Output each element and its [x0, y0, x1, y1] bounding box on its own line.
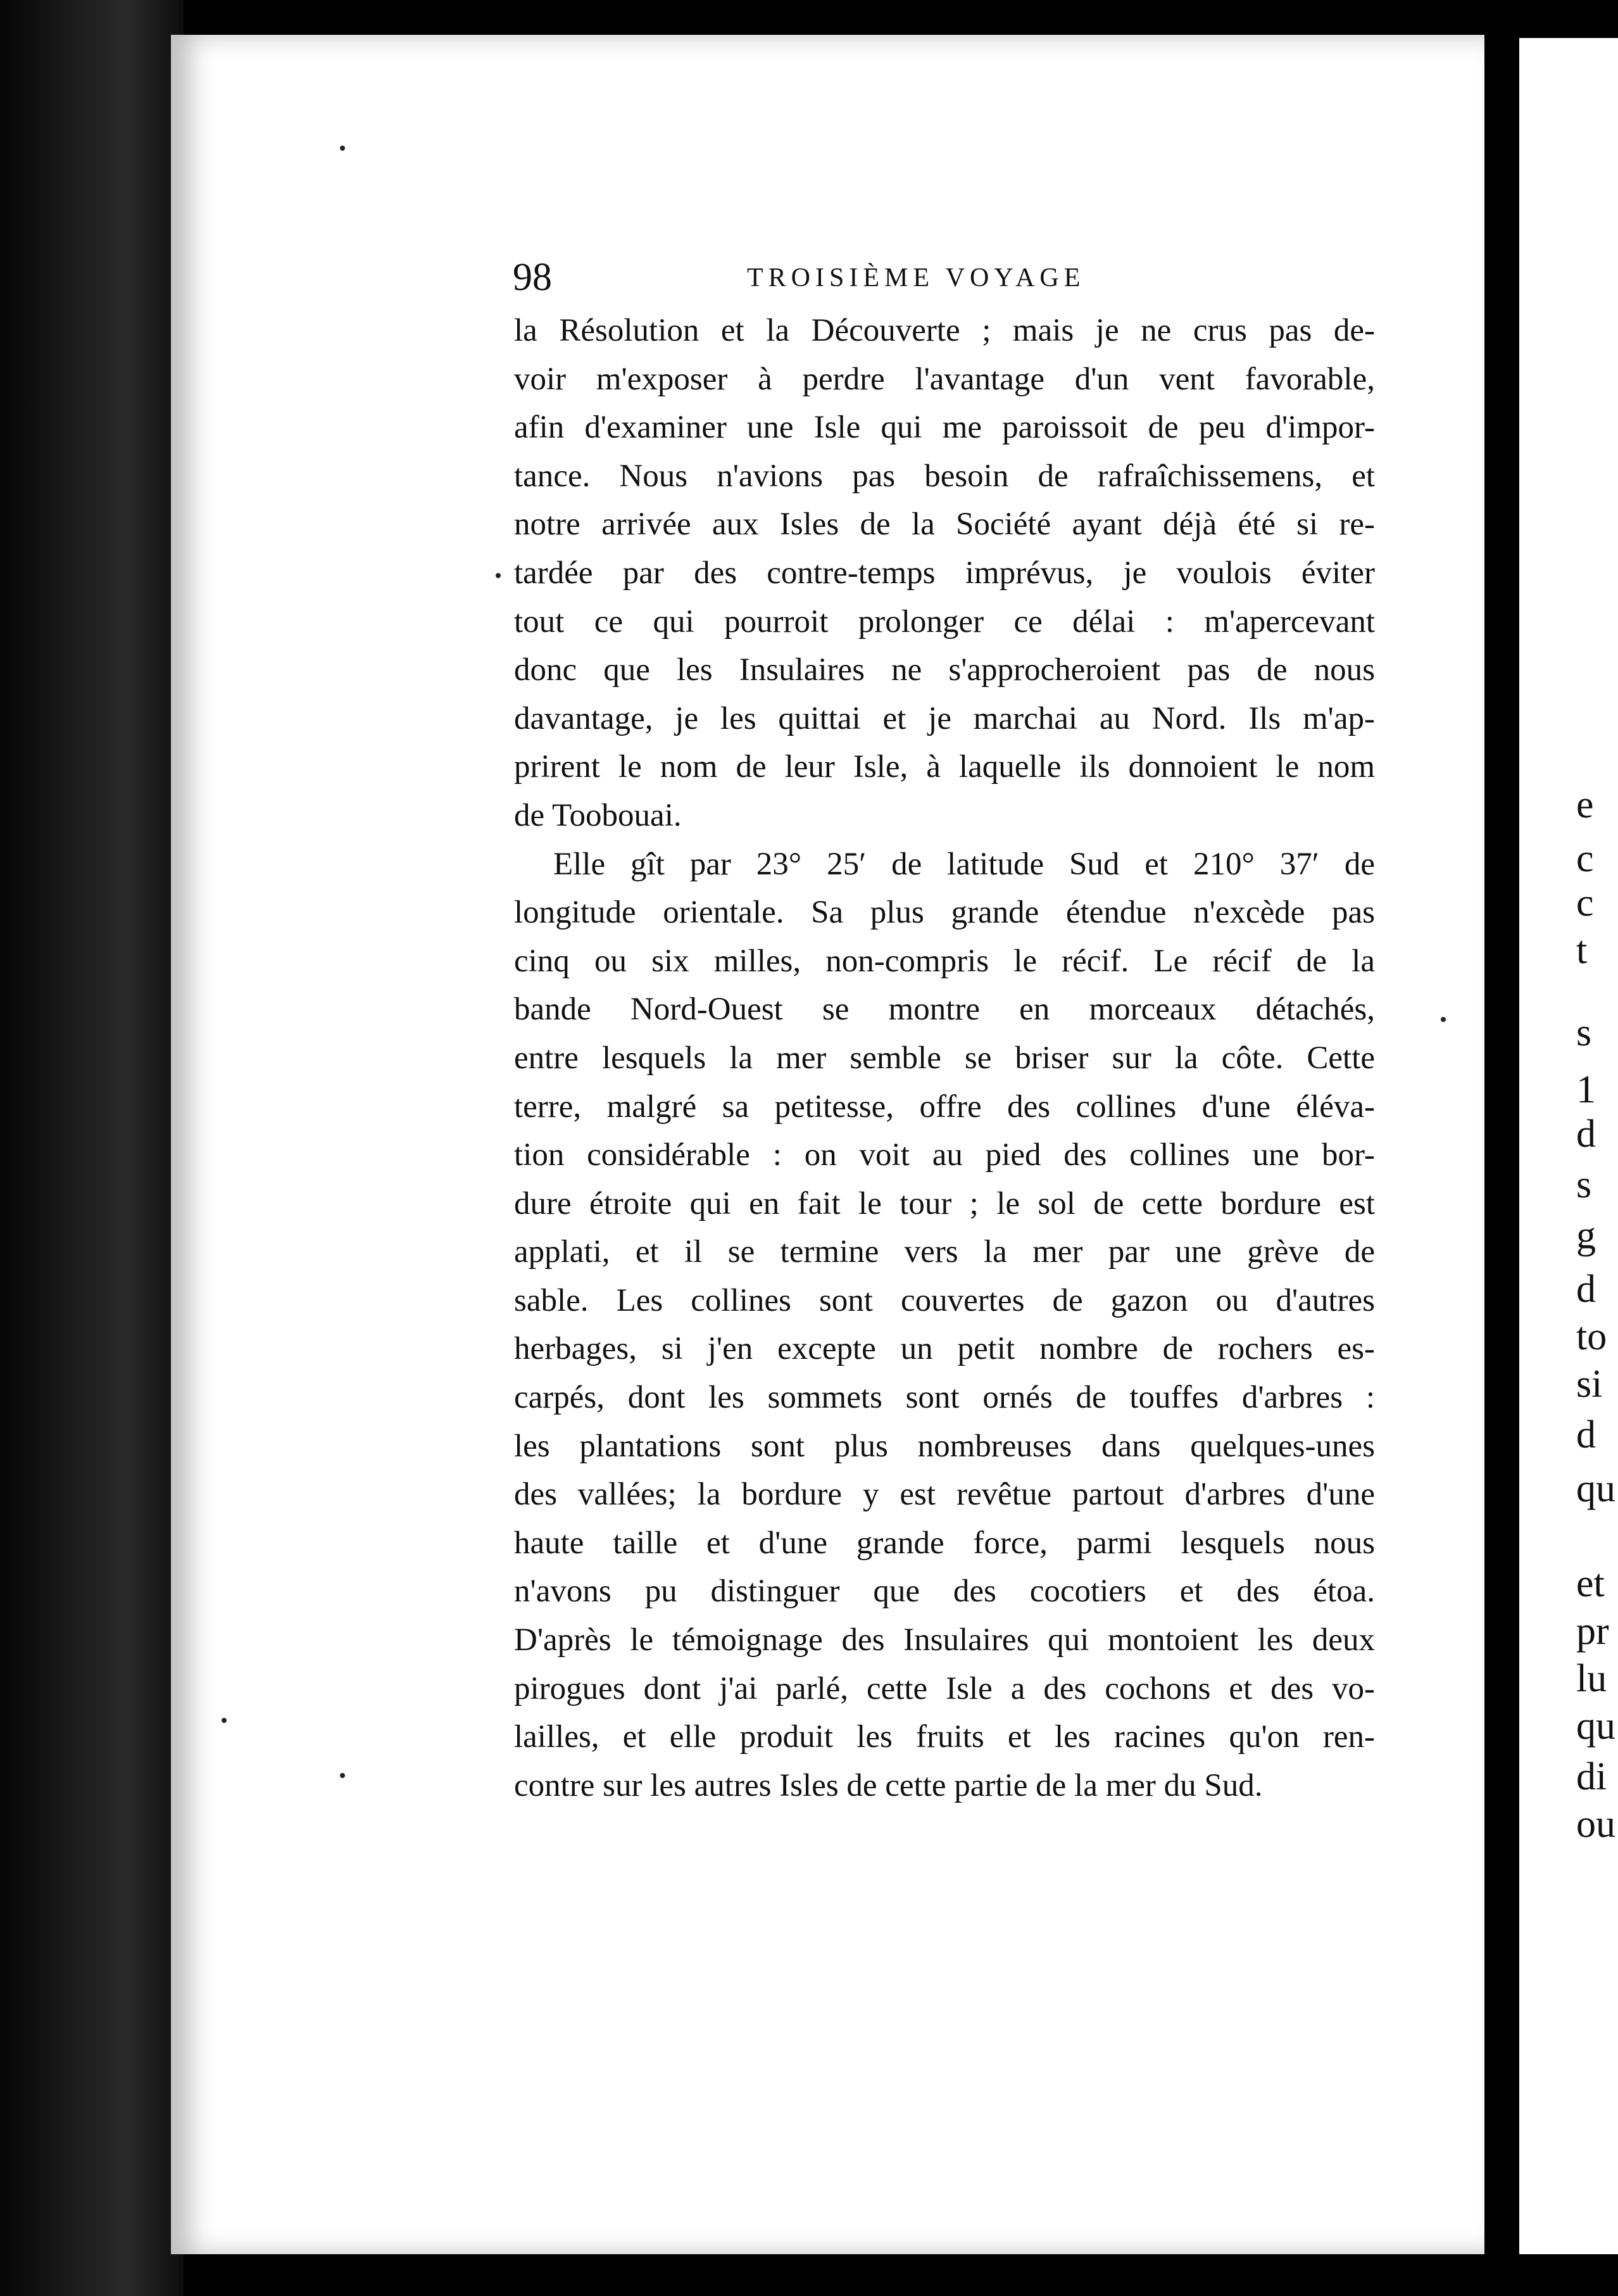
text-line: la Résolution et la Découverte ; mais je ne crus pas de-	[514, 313, 1375, 348]
page-header	[513, 255, 1114, 300]
text-line: prirent le nom de leur Isle, à laquelle ils donnoient le nom	[514, 749, 1375, 785]
facing-page-fragment: c	[1576, 881, 1594, 924]
text-line: applati, et il se termine vers la mer par une grève de	[514, 1234, 1375, 1270]
text-line: bande Nord-Ouest se montre en morceaux détachés,	[514, 992, 1375, 1028]
text-line: haute taille et d'une grande force, parmi lesquels nous	[514, 1525, 1375, 1561]
text-line: entre lesquels la mer semble se briser sur la côte. Cette	[514, 1040, 1375, 1076]
facing-page-fragment: ou	[1576, 1803, 1615, 1846]
text-line: carpés, dont les sommets sont ornés de touffes d'arbres :	[514, 1380, 1375, 1416]
facing-page-fragment: pr	[1576, 1610, 1609, 1653]
text-line: afin d'examiner une Isle qui me paroissoit de peu d'impor-	[514, 410, 1375, 446]
text-line: Elle gît par 23° 25′ de latitude Sud et 210° 37′ de	[553, 846, 1375, 882]
ink-speck	[340, 146, 345, 151]
text-line: sable. Les collines sont couvertes de gazon ou d'autres	[514, 1282, 1375, 1318]
text-line: des vallées; la bordure y est revêtue partout d'arbres d'une	[514, 1477, 1375, 1513]
text-line: lailles, et elle produit les fruits et les racines qu'on ren-	[514, 1719, 1375, 1755]
facing-page-fragment: di	[1576, 1755, 1607, 1798]
text-line: herbages, si j'en excepte un petit nombre de rochers es-	[514, 1331, 1375, 1367]
text-line: D'après le témoignage des Insulaires qui montoient les deux	[514, 1622, 1375, 1658]
text-line: cinq ou six milles, non-compris le récif. Le récif de la	[514, 943, 1375, 979]
page-number: 98	[513, 256, 552, 299]
facing-page-fragment: qu	[1576, 1467, 1615, 1510]
facing-page-fragment: qu	[1576, 1705, 1615, 1748]
book-binding-edge	[0, 0, 184, 2296]
text-line: longitude orientale. Sa plus grande étendue n'excède pas	[514, 895, 1375, 931]
ink-speck	[222, 1718, 227, 1723]
text-line: tout ce qui pourroit prolonger ce délai : m'apercevant	[514, 603, 1375, 640]
text-line: donc que les Insulaires ne s'approcheroient pas de nous	[514, 652, 1375, 688]
facing-page-fragment: d	[1576, 1268, 1596, 1311]
text-line: notre arrivée aux Isles de la Société ayant déjà été si re-	[514, 507, 1375, 543]
ink-speck	[496, 573, 501, 578]
facing-page-fragment: c	[1576, 837, 1594, 880]
text-line: tance. Nous n'avions pas besoin de rafraîchissemens, et	[514, 458, 1375, 494]
text-line: n'avons pu distinguer que des cocotiers et des étoa.	[514, 1574, 1375, 1610]
ink-speck	[340, 1773, 345, 1778]
facing-page-fragment: et	[1576, 1562, 1605, 1605]
ink-speck	[1441, 1017, 1446, 1022]
facing-page-fragment: s	[1576, 1011, 1592, 1054]
text-line: de Toobouai.	[514, 797, 682, 833]
page-gutter	[1484, 0, 1519, 2296]
text-line: tardée par des contre-temps imprévus, je voulois éviter	[514, 555, 1375, 591]
facing-page-fragment: d	[1576, 1113, 1596, 1156]
facing-page-fragment: g	[1576, 1214, 1596, 1257]
facing-page-fragment: lu	[1576, 1657, 1607, 1700]
text-line: terre, malgré sa petitesse, offre des collines d'une éléva-	[514, 1088, 1375, 1125]
text-line: les plantations sont plus nombreuses dans quelques-unes	[514, 1428, 1375, 1464]
text-line: davantage, je les quittai et je marchai au Nord. Ils m'ap-	[514, 700, 1375, 736]
text-line: voir m'exposer à perdre l'avantage d'un vent favorable,	[514, 361, 1375, 397]
facing-page-fragment: to	[1576, 1315, 1607, 1358]
facing-page-fragment: 1	[1576, 1068, 1596, 1111]
facing-page-fragment: si	[1576, 1363, 1603, 1406]
facing-page-fragment: d	[1576, 1413, 1596, 1456]
facing-page-fragment: e	[1576, 783, 1594, 826]
facing-page-edge	[1519, 38, 1618, 2254]
facing-page-fragment: t	[1576, 929, 1588, 972]
running-head: TROISIÈME VOYAGE	[747, 263, 1086, 293]
text-line: contre sur les autres Isles de cette partie de la mer du Sud.	[514, 1767, 1263, 1803]
text-line: tion considérable : on voit au pied des collines une bor-	[514, 1137, 1375, 1173]
body-text	[514, 306, 1375, 1810]
text-line: dure étroite qui en fait le tour ; le sol de cette bordure est	[514, 1185, 1375, 1221]
facing-page-fragment: s	[1576, 1163, 1592, 1206]
text-line: pirogues dont j'ai parlé, cette Isle a des cochons et des vo-	[514, 1670, 1375, 1706]
